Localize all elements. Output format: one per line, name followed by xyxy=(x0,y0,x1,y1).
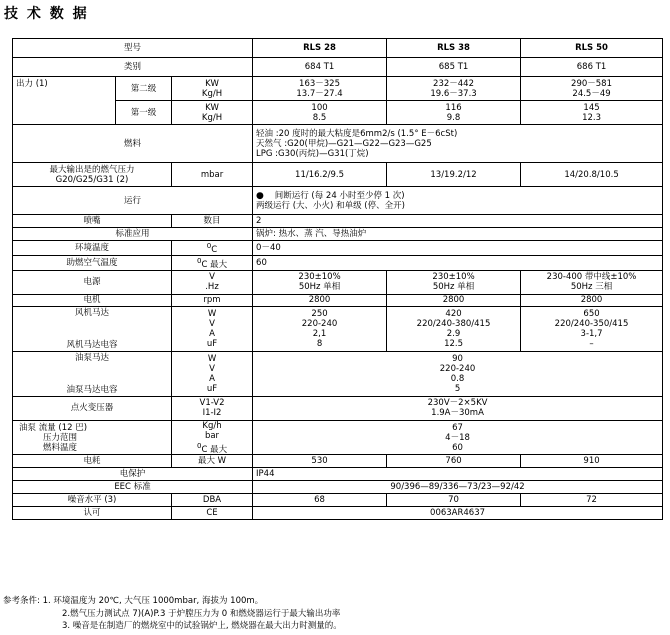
unit-bar: bar xyxy=(204,430,220,441)
cell-value: 2.9 xyxy=(446,328,461,339)
cell-value: 420 xyxy=(445,308,462,319)
table-row-eec xyxy=(13,481,663,494)
unit-c-max: C 最大 xyxy=(201,444,228,455)
ambient-label: 环境温度 xyxy=(13,241,172,256)
oil-pump-pressure-label: 压力范围 xyxy=(43,432,78,443)
cell-value: 50Hz 三相 xyxy=(570,282,613,293)
consumption-label: 电耗 xyxy=(13,455,172,468)
table-row-fuel xyxy=(13,125,663,163)
table-row-oil-pump-motor xyxy=(13,351,663,396)
cell-value: 232－442 xyxy=(433,78,474,89)
eec-label: EEC 标准 xyxy=(13,481,253,494)
cell-value: 230±10% xyxy=(298,272,341,283)
unit-kw: KW xyxy=(205,78,219,89)
cell-value: 530 xyxy=(253,455,387,468)
oil-pump-motor-label: 油泵马达 xyxy=(74,352,109,363)
table-row-application xyxy=(13,228,663,241)
stage2-label: 第二级 xyxy=(116,77,172,101)
cell-value: 19.6－37.3 xyxy=(430,88,477,99)
ambient-unit: C xyxy=(211,244,218,255)
table-row-model xyxy=(13,39,663,58)
table-row-noise xyxy=(13,494,663,507)
unit-v: V xyxy=(209,318,215,329)
cell-value: 70 xyxy=(387,494,521,507)
noise-unit: DBA xyxy=(172,494,253,507)
cell-value: 116 xyxy=(445,102,462,113)
footnote-2: 2.燃气压力测试点 7)(A)P.3 于炉膛压力为 0 和燃烧器运行于最大输出功率 xyxy=(62,608,341,619)
cell-value: 145 xyxy=(583,102,600,113)
cell-value: 8.5 xyxy=(312,112,327,123)
table-row-nozzle xyxy=(13,215,663,228)
approval-unit: CE xyxy=(172,507,253,520)
unit-a: A xyxy=(209,328,215,339)
fan-capacitor-label: 风机马达电容 xyxy=(66,339,118,350)
table-row-ignition xyxy=(13,396,663,420)
application-label: 标准应用 xyxy=(13,228,253,241)
cell-value: 1.9A－30mA xyxy=(431,408,484,419)
cell-value: 220-240 xyxy=(439,363,476,374)
air-temp-value: 60 xyxy=(253,255,663,270)
application-value: 锅炉: 热水、蒸 汽、导热油炉 xyxy=(253,228,663,241)
table-row-motor xyxy=(13,294,663,306)
cell-value: 910 xyxy=(521,455,663,468)
consumption-unit: 最大 W xyxy=(172,455,253,468)
cell-value: 250 xyxy=(311,308,328,319)
cell-value: 72 xyxy=(521,494,663,507)
motor-label: 电机 xyxy=(13,294,172,306)
protection-value: IP44 xyxy=(253,468,663,481)
fan-motor-label: 风机马达 xyxy=(74,307,109,318)
table-row-max-pressure xyxy=(13,163,663,187)
output-label: 出力 (1) xyxy=(13,77,116,125)
fuel-line: 天然气 :G20(甲烷)—G21—G22—G23—G25 xyxy=(256,138,432,149)
table-row-oil-pump xyxy=(13,420,663,455)
cell-value: 12.5 xyxy=(444,338,463,349)
oil-pump-capacitor-label: 油泵马达电容 xyxy=(66,384,118,395)
table-row-power xyxy=(13,270,663,294)
type-label: 类别 xyxy=(13,58,253,77)
cell-value: 2800 xyxy=(387,294,521,306)
nozzle-unit: 数目 xyxy=(172,215,253,228)
operation-line: 间断运行 (每 24 小时至少停 1 次) xyxy=(274,190,405,201)
footnote-3: 3. 噪音是在制造厂的燃烧室中的试验锅炉上, 燃烧器在最大出力时测量的。 xyxy=(62,621,342,631)
cell-value: 2800 xyxy=(253,294,387,306)
unit-w: W xyxy=(207,308,217,319)
cell-value: 4－18 xyxy=(445,432,470,443)
max-pressure-gas: G20/G25/G31 (2) xyxy=(55,174,129,185)
cell-value: 5 xyxy=(454,383,461,394)
model-rls28: RLS 28 xyxy=(253,39,387,58)
unit-rpm: rpm xyxy=(172,294,253,306)
cell-value: 50Hz 单相 xyxy=(298,282,341,293)
cell-value: 100 xyxy=(311,102,328,113)
stage1-label: 第一级 xyxy=(116,101,172,125)
cell-value: 13/19.2/12 xyxy=(387,163,521,187)
unit-kw: KW xyxy=(205,102,219,113)
cell-value: 220/240-380/415 xyxy=(416,318,491,329)
cell-value: 163－325 xyxy=(299,78,340,89)
protection-label: 电保护 xyxy=(13,468,253,481)
cell-value: 12.3 xyxy=(582,112,601,123)
cell-value: 9.8 xyxy=(446,112,461,123)
cell-value: 50Hz 单相 xyxy=(432,282,475,293)
cell-value: 2,1 xyxy=(312,328,327,339)
cell-value: 60 xyxy=(452,442,463,453)
cell-value: 220-240 xyxy=(301,318,338,329)
approval-value: 0063AR4637 xyxy=(253,507,663,520)
model-rls50: RLS 50 xyxy=(521,39,663,58)
cell-value: – xyxy=(589,338,594,349)
cell-value: 24.5－49 xyxy=(572,88,611,99)
degree-sup: 0 xyxy=(196,255,202,265)
cell-value: 230±10% xyxy=(432,272,475,283)
unit-mbar: mbar xyxy=(172,163,253,187)
bullet-icon: ● xyxy=(256,190,264,201)
cell-value: 13.7－27.4 xyxy=(296,88,343,99)
unit-uf: uF xyxy=(206,338,218,349)
cell-value: 90 xyxy=(452,353,463,364)
cell-value: 760 xyxy=(387,455,521,468)
unit-kgh: Kg/H xyxy=(201,112,223,123)
power-label: 电源 xyxy=(13,270,172,294)
operation-label: 运行 xyxy=(13,187,253,215)
type-value: 685 T1 xyxy=(387,58,521,77)
unit-i1i2: I1-I2 xyxy=(202,408,222,419)
fuel-line: LPG :G30(丙烷)—G31(丁烷) xyxy=(256,148,369,159)
table-row-type xyxy=(13,58,663,77)
model-rls38: RLS 38 xyxy=(387,39,521,58)
cell-value: 8 xyxy=(316,338,323,349)
cell-value: 650 xyxy=(583,308,600,319)
air-temp-unit: C 最大 xyxy=(201,259,228,270)
table-row-consumption xyxy=(13,455,663,468)
cell-value: 11/16.2/9.5 xyxy=(253,163,387,187)
table-row-protection xyxy=(13,468,663,481)
cell-value: 3-1,7 xyxy=(580,328,603,339)
unit-a: A xyxy=(209,373,215,384)
degree-sup: 0 xyxy=(206,241,212,250)
table-row-approval xyxy=(13,507,663,520)
noise-label: 噪音水平 (3) xyxy=(13,494,172,507)
eec-value: 90/396—89/336—73/23—92/42 xyxy=(253,481,663,494)
table-row-air-temp xyxy=(13,255,663,270)
cell-value: 2800 xyxy=(521,294,663,306)
oil-pump-flow-label: 油泵 流量 (12 巴) xyxy=(19,422,88,433)
cell-value: 230-400 带中线±10% xyxy=(546,272,637,283)
oil-pump-temp-label: 燃料温度 xyxy=(43,442,78,453)
cell-value: 14/20.8/10.5 xyxy=(521,163,663,187)
unit-kgh: Kg/h xyxy=(202,420,222,431)
cell-value: 290－581 xyxy=(571,78,612,89)
unit-w: W xyxy=(207,353,217,364)
ignition-label: 点火变压器 xyxy=(13,396,172,420)
table-row-fan-motor xyxy=(13,306,663,351)
operation-line: 两级运行 (大、小火) 和单级 (停、全开) xyxy=(256,200,405,211)
fuel-label: 燃料 xyxy=(13,125,253,163)
table-row-ambient xyxy=(13,241,663,256)
cell-value: 220/240-350/415 xyxy=(554,318,629,329)
cell-value: 68 xyxy=(253,494,387,507)
cell-value: 230V－2×5KV xyxy=(427,398,488,409)
table-row-output-stage2 xyxy=(13,77,663,101)
unit-kgh: Kg/H xyxy=(201,88,223,99)
degree-sup: 0 xyxy=(196,440,202,450)
footnotes xyxy=(3,595,342,633)
fuel-line: 轻油 :20 度时的最大粘度是6mm2/s (1.5° E－6cSt) xyxy=(256,128,458,139)
nozzle-value: 2 xyxy=(253,215,663,228)
approval-label: 认可 xyxy=(13,507,172,520)
page-title: 技 术 数 据 xyxy=(4,6,89,22)
unit-v: V xyxy=(209,363,215,374)
type-value: 686 T1 xyxy=(521,58,663,77)
cell-value: 67 xyxy=(452,422,463,433)
unit-hz: .Hz xyxy=(205,282,219,293)
footnote-1: 参考条件: 1. 环境温度为 20℃, 大气压 1000mbar, 海拔为 100m。 xyxy=(3,596,264,606)
air-temp-label: 助燃空气温度 xyxy=(13,255,172,270)
unit-v1v2: V1-V2 xyxy=(199,398,225,409)
max-pressure-label: 最大输出是的燃气压力 xyxy=(49,164,135,175)
nozzle-label: 喷嘴 xyxy=(13,215,172,228)
unit-v: V xyxy=(209,272,215,283)
ambient-value: 0－40 xyxy=(253,241,663,256)
spec-table xyxy=(12,38,663,520)
table-row-operation xyxy=(13,187,663,215)
cell-value: 0.8 xyxy=(450,373,465,384)
unit-uf: uF xyxy=(206,383,218,394)
type-value: 684 T1 xyxy=(253,58,387,77)
model-label: 型号 xyxy=(13,39,253,58)
